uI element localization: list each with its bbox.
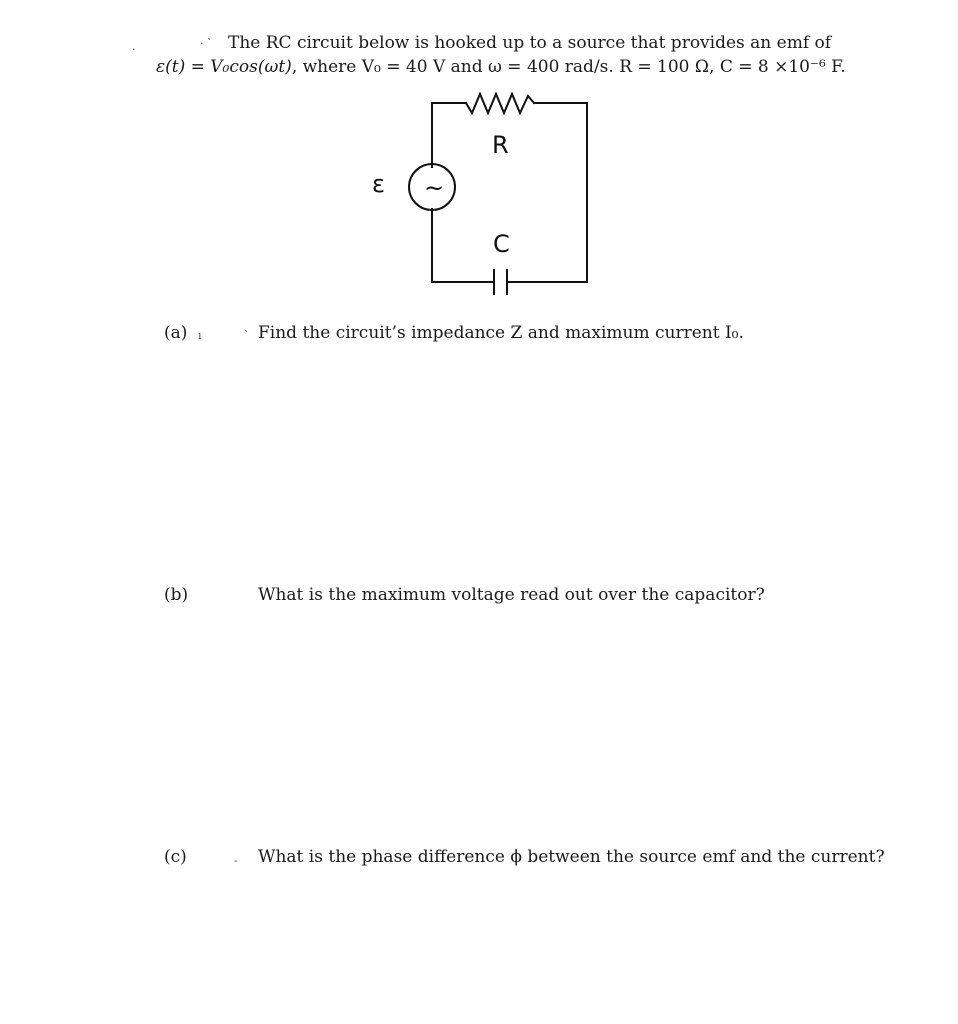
problem-intro-line1: The RC circuit below is hooked up to a source that provides an emf of [228,33,832,53]
ac-source-tilde: ~ [424,174,445,202]
circuit-wire-top-left [432,103,466,167]
resistor-symbol [466,94,534,113]
question-a-text: Find the circuit’s impedance Z and maximum current I₀. [258,323,744,343]
problem-intro-line2: ε(t) = V₀cos(ωt), where V₀ = 40 V and ω = 400 rad/s. R = 100 Ω, C = 8 ×10⁻⁶ F. [156,57,846,77]
circuit-wire-bottom-left [432,209,494,282]
scan-mark: - [234,854,238,867]
circuit-wire-right [507,103,587,282]
emf-label: ε [372,170,385,198]
omega-expression: ω = 400 rad/s. [488,57,614,77]
v0-expression: V₀ = 40 V [361,57,446,77]
resistance-expression: R = 100 Ω, [619,57,715,77]
question-a-label: (a) [164,323,188,343]
question-b-text: What is the maximum voltage read out over the capacitor? [258,585,765,605]
question-c-label: (c) [164,847,187,867]
scan-mark: · [132,43,136,56]
emf-expression: ε(t) = V₀cos(ωt) [156,57,292,77]
resistor-label: R [492,131,509,159]
rc-circuit-diagram [360,92,600,292]
question-c-text: What is the phase difference ϕ between the source emf and the current? [258,847,885,867]
capacitor-label: C [493,230,510,258]
scan-mark: · ˋ [200,37,213,50]
scan-mark: ı [198,329,202,342]
scan-mark: ˋ [244,329,250,342]
capacitance-expression: C = 8 ×10⁻⁶ F. [719,57,846,77]
question-b-label: (b) [164,585,189,605]
